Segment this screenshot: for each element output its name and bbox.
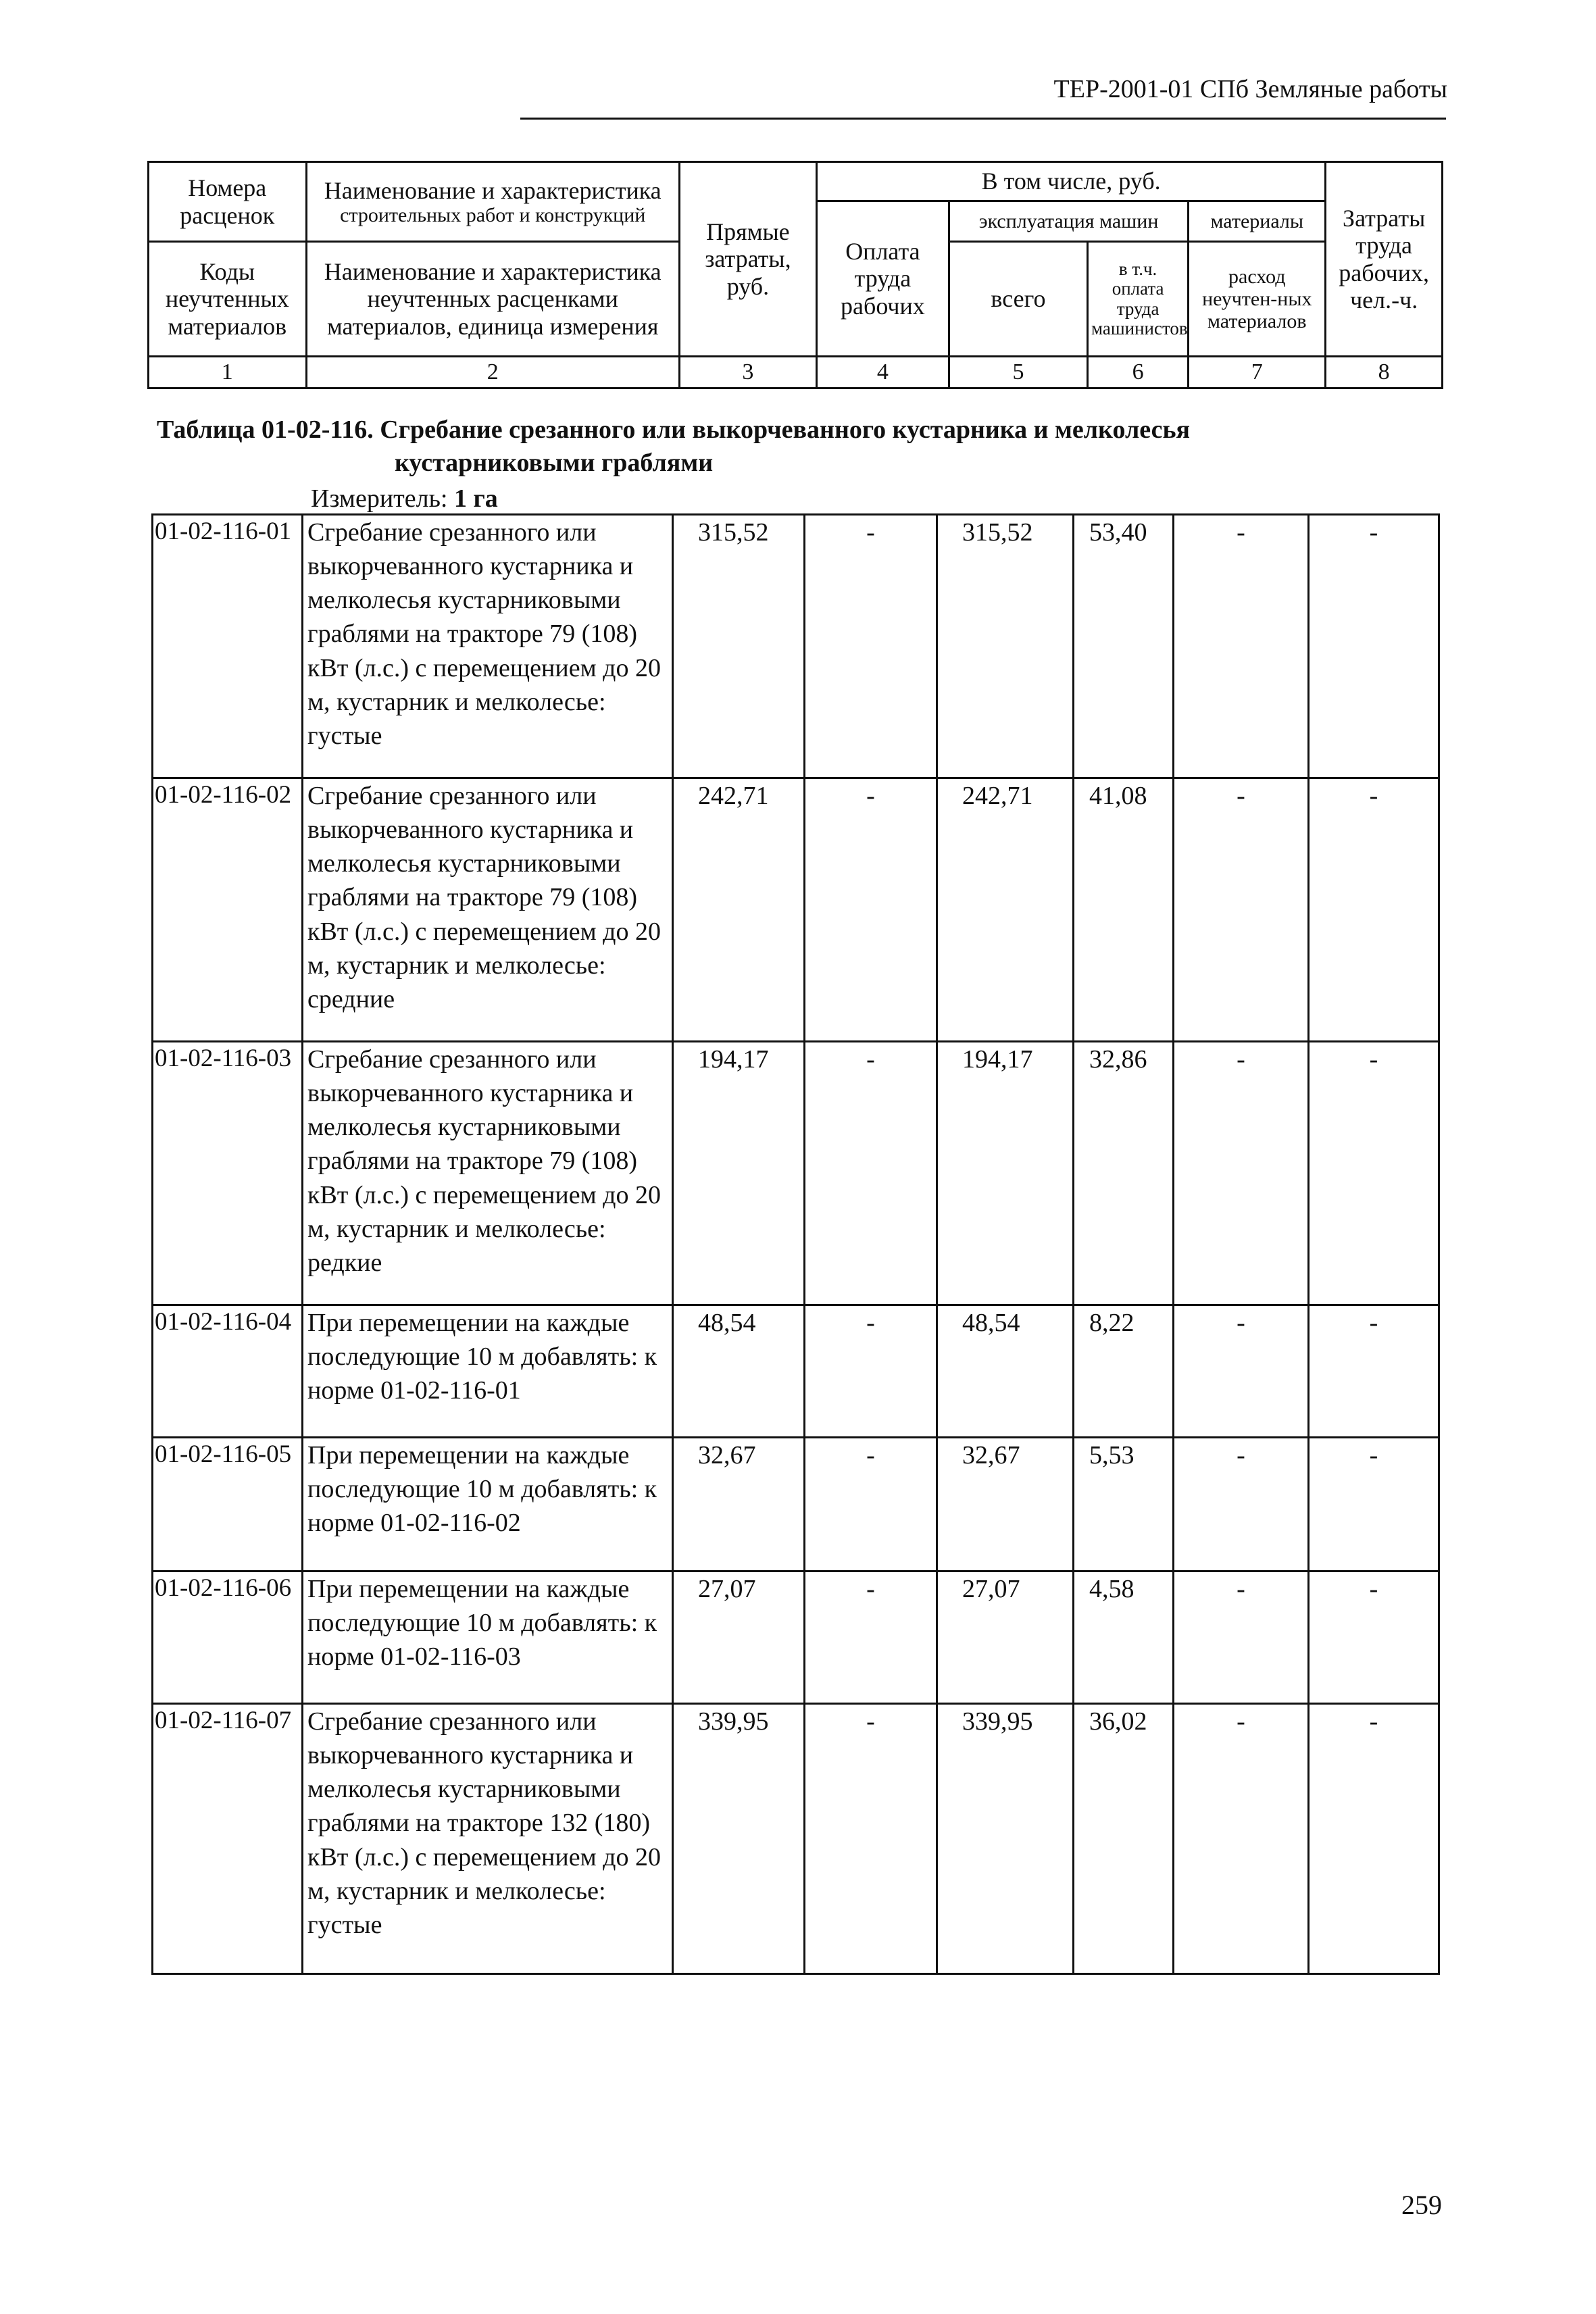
labor-hours: - xyxy=(1309,515,1439,778)
col-2-top-header-line1: Наименование и характеристика xyxy=(324,176,662,204)
col-number-4: 4 xyxy=(816,357,949,388)
rate-code: 01-02-116-01 xyxy=(153,515,303,778)
materials-consumption: - xyxy=(1174,1042,1309,1305)
rate-description: Сгребание срезанного или выкорчеванного кустарника и мелколесья кустарниковыми граблями на тракторе 79 (108) кВт (л.с.) с перемещением до 20 м, кустарник и мелколесье: густые xyxy=(303,515,673,778)
rate-description: При перемещении на каждые последующие 10 м добавлять: к норме 01-02-116-03 xyxy=(303,1571,673,1704)
labor-pay: - xyxy=(805,1305,937,1438)
labor-pay: - xyxy=(805,1571,937,1704)
machines-total: 194,17 xyxy=(937,1042,1074,1305)
header-rule xyxy=(520,118,1446,120)
table-row xyxy=(153,1571,1439,1704)
col-8-header: Затраты труда рабочих, чел.-ч. xyxy=(1326,162,1443,357)
labor-pay: - xyxy=(805,1438,937,1571)
rate-description: Сгребание срезанного или выкорчеванного кустарника и мелколесья кустарниковыми граблями на тракторе 79 (108) кВт (л.с.) с перемещением до 20 м, кустарник и мелколесье: средние xyxy=(303,778,673,1042)
col-7-header: расход неучтен-ных материалов xyxy=(1189,242,1326,357)
col-1-top-header: Номера расценок xyxy=(149,162,307,242)
col-number-3: 3 xyxy=(679,357,816,388)
direct-costs: 48,54 xyxy=(673,1305,805,1438)
table-row xyxy=(153,1042,1439,1305)
col-number-1: 1 xyxy=(149,357,307,388)
materials-consumption: - xyxy=(1174,1704,1309,1974)
operators-pay: 8,22 xyxy=(1074,1305,1174,1438)
materials-consumption: - xyxy=(1174,1438,1309,1571)
col-2-bottom-header: Наименование и характеристика неучтенных расценками материалов, единица измерения xyxy=(306,242,679,357)
page-number: 259 xyxy=(1401,2190,1442,2220)
col-5-header: всего xyxy=(949,242,1087,357)
rate-code: 01-02-116-06 xyxy=(153,1571,303,1704)
unit-of-measure xyxy=(311,484,498,513)
table-title xyxy=(157,413,1190,480)
unit-value: 1 га xyxy=(454,484,498,513)
rate-description: Сгребание срезанного или выкорчеванного кустарника и мелколесья кустарниковыми граблями на тракторе 132 (180) кВт (л.с.) с перемещением до 20 м, кустарник и мелколесье: густые xyxy=(303,1704,673,1974)
rate-code: 01-02-116-05 xyxy=(153,1438,303,1571)
group-header: В том числе, руб. xyxy=(816,162,1325,201)
operators-pay: 4,58 xyxy=(1074,1571,1174,1704)
col-number-5: 5 xyxy=(949,357,1087,388)
col-number-7: 7 xyxy=(1189,357,1326,388)
machines-total: 315,52 xyxy=(937,515,1074,778)
labor-hours: - xyxy=(1309,1305,1439,1438)
unit-label: Измеритель: xyxy=(311,484,448,513)
col-6-header: в т.ч. оплата труда машинистов xyxy=(1087,242,1188,357)
rate-code: 01-02-116-02 xyxy=(153,778,303,1042)
direct-costs: 32,67 xyxy=(673,1438,805,1571)
rate-code: 01-02-116-07 xyxy=(153,1704,303,1974)
direct-costs: 315,52 xyxy=(673,515,805,778)
labor-pay: - xyxy=(805,1042,937,1305)
table-title-line2: кустарниковыми граблями xyxy=(395,449,714,478)
table-row xyxy=(153,778,1439,1042)
col-1-bottom-header: Коды неучтенных материалов xyxy=(149,242,307,357)
materials-header: материалы xyxy=(1189,201,1326,242)
table-row xyxy=(153,1704,1439,1974)
machines-total: 48,54 xyxy=(937,1305,1074,1438)
col-3-header: Прямые затраты, руб. xyxy=(679,162,816,357)
col-number-6: 6 xyxy=(1087,357,1188,388)
labor-hours: - xyxy=(1309,1438,1439,1571)
operators-pay: 53,40 xyxy=(1074,515,1174,778)
table-row xyxy=(153,1438,1439,1571)
operators-pay: 32,86 xyxy=(1074,1042,1174,1305)
direct-costs: 242,71 xyxy=(673,778,805,1042)
materials-consumption: - xyxy=(1174,1571,1309,1704)
table-row xyxy=(153,1305,1439,1438)
rate-code: 01-02-116-03 xyxy=(153,1042,303,1305)
materials-consumption: - xyxy=(1174,1305,1309,1438)
col-number-2: 2 xyxy=(306,357,679,388)
rate-code: 01-02-116-04 xyxy=(153,1305,303,1438)
table-title-line1: Таблица 01-02-116. Сгребание срезанного или выкорчеванного кустарника и мелколесья xyxy=(157,416,1191,444)
materials-consumption: - xyxy=(1174,778,1309,1042)
rate-description: При перемещении на каждые последующие 10 м добавлять: к норме 01-02-116-02 xyxy=(303,1438,673,1571)
machines-total: 32,67 xyxy=(937,1438,1074,1571)
labor-hours: - xyxy=(1309,1571,1439,1704)
col-number-8: 8 xyxy=(1326,357,1443,388)
running-header: ТЕР-2001-01 СПб Земляные работы xyxy=(1053,75,1447,103)
col-2-top-header xyxy=(306,162,679,242)
col-4-header: Оплата труда рабочих xyxy=(816,201,949,357)
labor-hours: - xyxy=(1309,1704,1439,1974)
operators-pay: 41,08 xyxy=(1074,778,1174,1042)
machines-header: эксплуатация машин xyxy=(949,201,1188,242)
direct-costs: 339,95 xyxy=(673,1704,805,1974)
rate-description: При перемещении на каждые последующие 10 м добавлять: к норме 01-02-116-01 xyxy=(303,1305,673,1438)
direct-costs: 194,17 xyxy=(673,1042,805,1305)
column-header-table xyxy=(147,161,1443,389)
labor-pay: - xyxy=(805,515,937,778)
machines-total: 242,71 xyxy=(937,778,1074,1042)
materials-consumption: - xyxy=(1174,515,1309,778)
operators-pay: 36,02 xyxy=(1074,1704,1174,1974)
machines-total: 27,07 xyxy=(937,1571,1074,1704)
direct-costs: 27,07 xyxy=(673,1571,805,1704)
rates-table xyxy=(151,513,1440,1975)
labor-pay: - xyxy=(805,778,937,1042)
operators-pay: 5,53 xyxy=(1074,1438,1174,1571)
table-row xyxy=(153,515,1439,778)
labor-pay: - xyxy=(805,1704,937,1974)
labor-hours: - xyxy=(1309,778,1439,1042)
labor-hours: - xyxy=(1309,1042,1439,1305)
machines-total: 339,95 xyxy=(937,1704,1074,1974)
rate-description: Сгребание срезанного или выкорчеванного кустарника и мелколесья кустарниковыми граблями на тракторе 79 (108) кВт (л.с.) с перемещением до 20 м, кустарник и мелколесье: редкие xyxy=(303,1042,673,1305)
col-2-top-header-line2: строительных работ и конструкций xyxy=(340,203,646,226)
